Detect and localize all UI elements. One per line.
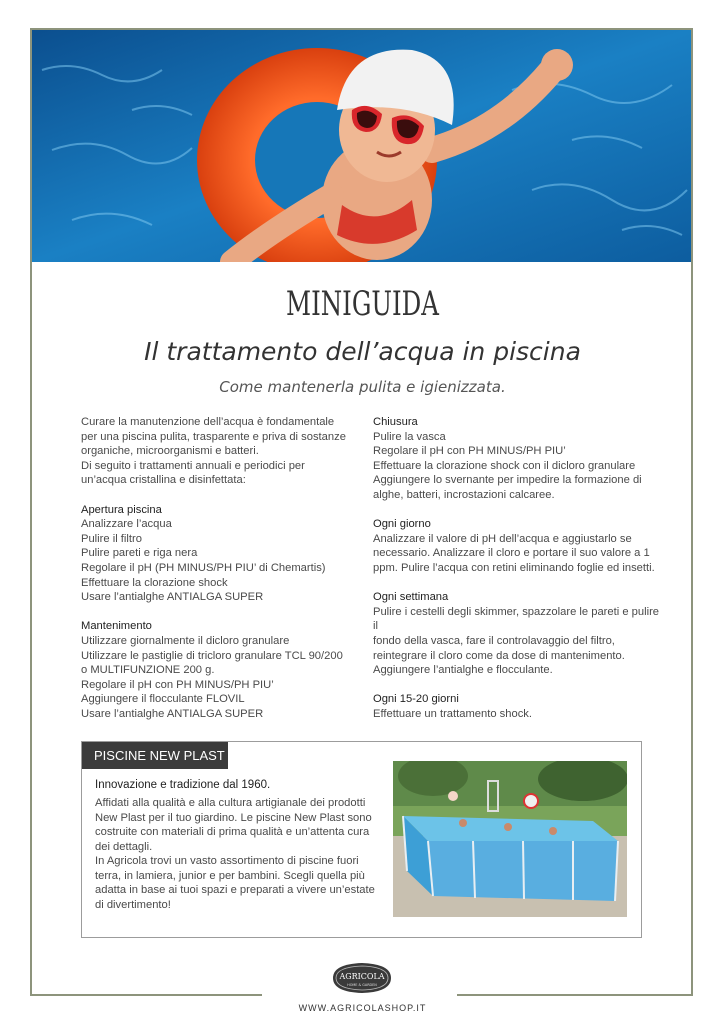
section-heading-settimana: Ogni settimana [373, 591, 449, 604]
giorni15-line: Effettuare un trattamento shock. [373, 707, 532, 720]
intro-line: Curare la manutenzione dell’acqua è fondamentale [81, 416, 335, 428]
section-heading-apertura: Apertura piscina [81, 503, 162, 516]
giorno-line: necessario. Analizzare il cloro e portare il suo valore a 1 [373, 547, 650, 560]
agricola-logo [327, 958, 397, 998]
promo-line: di divertimento! [95, 898, 171, 911]
promo-line: dei dettagli. [95, 840, 153, 853]
mantenimento-line: Utilizzare giornalmente il dicloro granulare [81, 634, 290, 647]
mantenimento-line: o MULTIFUNZIONE 200 g. [81, 664, 215, 677]
mantenimento-line: Aggiungere il flocculante FLOVIL [81, 693, 245, 706]
mantenimento-line: Usare l’antialghe ANTIALGA SUPER [81, 707, 264, 720]
mantenimento-line: Utilizzare le pastiglie di tricloro granulare TCL 90/200 [81, 649, 343, 662]
pool-image [393, 761, 627, 917]
apertura-line: Pulire il filtro [81, 532, 142, 545]
settimana-line: reintegrare il cloro come da dose di mantenimento. [373, 649, 625, 662]
logo-name: AGRICOLA [339, 972, 385, 981]
page-tagline: Come mantenerla pulita e igienizzata. [219, 378, 506, 396]
section-heading-giorno: Ogni giorno [373, 518, 431, 531]
mantenimento-line: Regolare il pH con PH MINUS/PH PIU’ [81, 678, 274, 691]
chiusura-line: Aggiungere lo svernante per impedire la formazione di [373, 474, 642, 487]
settimana-line: Aggiungere l’antialghe e flocculante. [373, 664, 553, 677]
apertura-line: Pulire pareti e riga nera [81, 547, 198, 560]
giorno-line: ppm. Pulire l’acqua con retini eliminando foglie ed insetti. [373, 561, 655, 574]
giorno-line: Analizzare il valore di pH dell’acqua e aggiustarlo se [373, 532, 632, 545]
left-column [81, 415, 351, 721]
promo-line: terra, in lamiera, junior e per bambini. Scegli quella più [95, 869, 365, 882]
promo-line: In Agricola trovi un vasto assortimento di piscine fuori [95, 855, 359, 867]
chiusura-line: Pulire la vasca [373, 430, 446, 443]
apertura-line: Effettuare la clorazione shock [81, 576, 228, 589]
section-heading-mantenimento: Mantenimento [81, 620, 152, 633]
settimana-line: fondo della vasca, fare il controlavaggio del filtro, [373, 634, 615, 647]
promo-line: costruite con materiali di prima qualità e un’attenta cura [95, 826, 370, 838]
section-heading-giorni15: Ogni 15-20 giorni [373, 693, 459, 706]
page-subtitle: Il trattamento dell’acqua in piscina [144, 337, 581, 366]
promo-heading: Innovazione e tradizione dal 1960. [95, 779, 271, 791]
footer-url[interactable]: WWW.AGRICOLASHOP.IT [298, 1003, 427, 1013]
promo-line: Affidati alla qualità e alla cultura artigianale dei prodotti [95, 797, 366, 809]
promo-line: adatta in base ai tuoi spazi e preparati a vivere un’estate [95, 884, 375, 896]
apertura-line: Usare l’antialghe ANTIALGA SUPER [81, 591, 264, 604]
promo-tab: PISCINE NEW PLAST [82, 742, 228, 769]
intro-line: organiche, microorganismi e batteri. [81, 445, 259, 458]
section-heading-chiusura: Chiusura [373, 416, 418, 428]
intro-line: per una piscina pulita, trasparente e priva di sostanze [81, 430, 346, 443]
promo-text [95, 796, 375, 912]
apertura-line: Analizzare l’acqua [81, 518, 172, 531]
logo-sub: HOME & GARDEN [347, 983, 377, 987]
chiusura-line: alghe, batteri, incrostazioni calcaree. [373, 488, 555, 501]
chiusura-line: Regolare il pH con PH MINUS/PH PIU’ [373, 445, 566, 458]
hero-image [32, 30, 691, 262]
intro-line: Di seguito i trattamenti annuali e periodici per [81, 459, 305, 472]
chiusura-line: Effettuare la clorazione shock con il dicloro granulare [373, 459, 636, 472]
apertura-line: Regolare il pH (PH MINUS/PH PIU’ di Chemartis) [81, 561, 326, 574]
intro-line: un’acqua cristallina e disinfettata: [81, 474, 246, 487]
promo-line: New Plast per il tuo giardino. Le piscine New Plast sono [95, 811, 372, 824]
settimana-line: Pulire i cestelli degli skimmer, spazzolare le pareti e pulire il [373, 605, 660, 633]
page-title: MINIGUIDA [286, 284, 439, 324]
right-column [373, 415, 663, 721]
